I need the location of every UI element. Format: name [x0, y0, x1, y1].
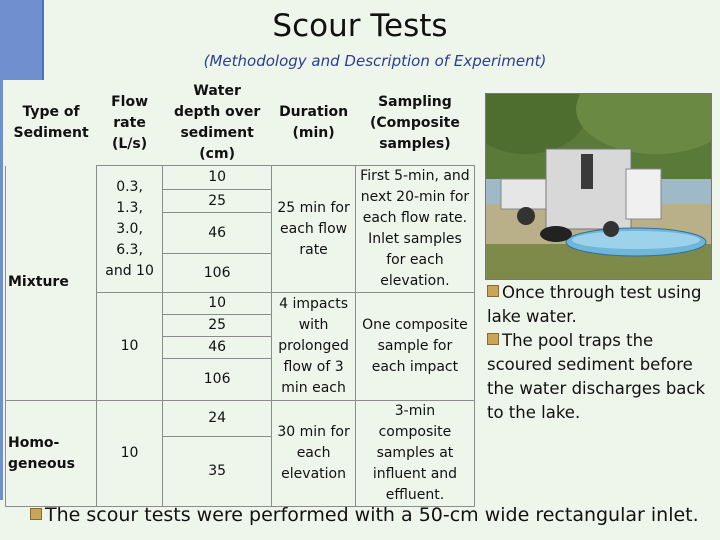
depth-cell: 25 — [162, 189, 271, 213]
depth-cell: 25 — [162, 315, 271, 337]
sediment-homogeneous-cell: Homo- geneous — [6, 401, 97, 507]
footer-text: The scour tests were performed with a 50-cm wide rectangular inlet. — [45, 504, 699, 526]
methodology-table — [5, 81, 475, 507]
bullet-square-icon — [30, 508, 42, 520]
sediment-mixture-cell: Mixture — [6, 166, 97, 401]
sampling-cell: First 5-min, and next 20-min for each flow rate. Inlet samples for each elevation. — [355, 166, 474, 293]
depth-cell: 46 — [162, 337, 271, 359]
depth-cell: 10 — [162, 166, 271, 190]
header-flow-rate: Flow rate (L/s) — [111, 93, 149, 152]
page-subtitle: (Methodology and Description of Experiment) — [203, 52, 547, 70]
note-once-through — [487, 281, 712, 329]
side-notes — [487, 281, 712, 425]
header-sampling: Sampling (Composite samples) — [370, 93, 460, 152]
depth-cell: 35 — [162, 437, 271, 507]
note-text: The pool traps the scoured sediment before the water discharges back to the lake. — [487, 331, 706, 422]
depth-cell: 24 — [162, 401, 271, 437]
sampling-cell: 3-min composite samples at influent and effluent. — [355, 401, 474, 507]
table-header-row — [6, 81, 475, 166]
depth-cell: 106 — [162, 359, 271, 401]
depth-cell: 10 — [162, 293, 271, 315]
flow-rate-cell: 0.3, 1.3, 3.0, 6.3, and 10 — [97, 166, 163, 293]
depth-cell: 46 — [162, 213, 271, 254]
duration-cell: 25 min for each flow rate — [272, 166, 356, 293]
flow-rate-cell: 10 — [97, 293, 163, 401]
bullet-square-icon — [487, 285, 499, 297]
flow-rate-cell: 10 — [97, 401, 163, 507]
bullet-square-icon — [487, 333, 499, 345]
table-row — [6, 401, 475, 437]
header-water-depth: Water depth over sediment (cm) — [174, 83, 261, 162]
note-text: Once through test using lake water. — [487, 283, 702, 326]
depth-cell: 106 — [162, 254, 271, 293]
table-row — [6, 166, 475, 190]
sampling-cell: One composite sample for each impact — [355, 293, 474, 401]
page-title: Scour Tests — [272, 8, 448, 44]
note-pool-traps — [487, 329, 712, 425]
header-duration: Duration (min) — [279, 104, 349, 141]
footer-note — [30, 504, 699, 526]
experiment-photo — [485, 93, 712, 280]
duration-cell: 30 min for each elevation — [272, 401, 356, 507]
header-sediment-type: Type of Sediment — [13, 104, 89, 142]
duration-cell: 4 impacts with prolonged flow of 3 min each — [272, 293, 356, 401]
left-accent-line — [0, 80, 3, 500]
